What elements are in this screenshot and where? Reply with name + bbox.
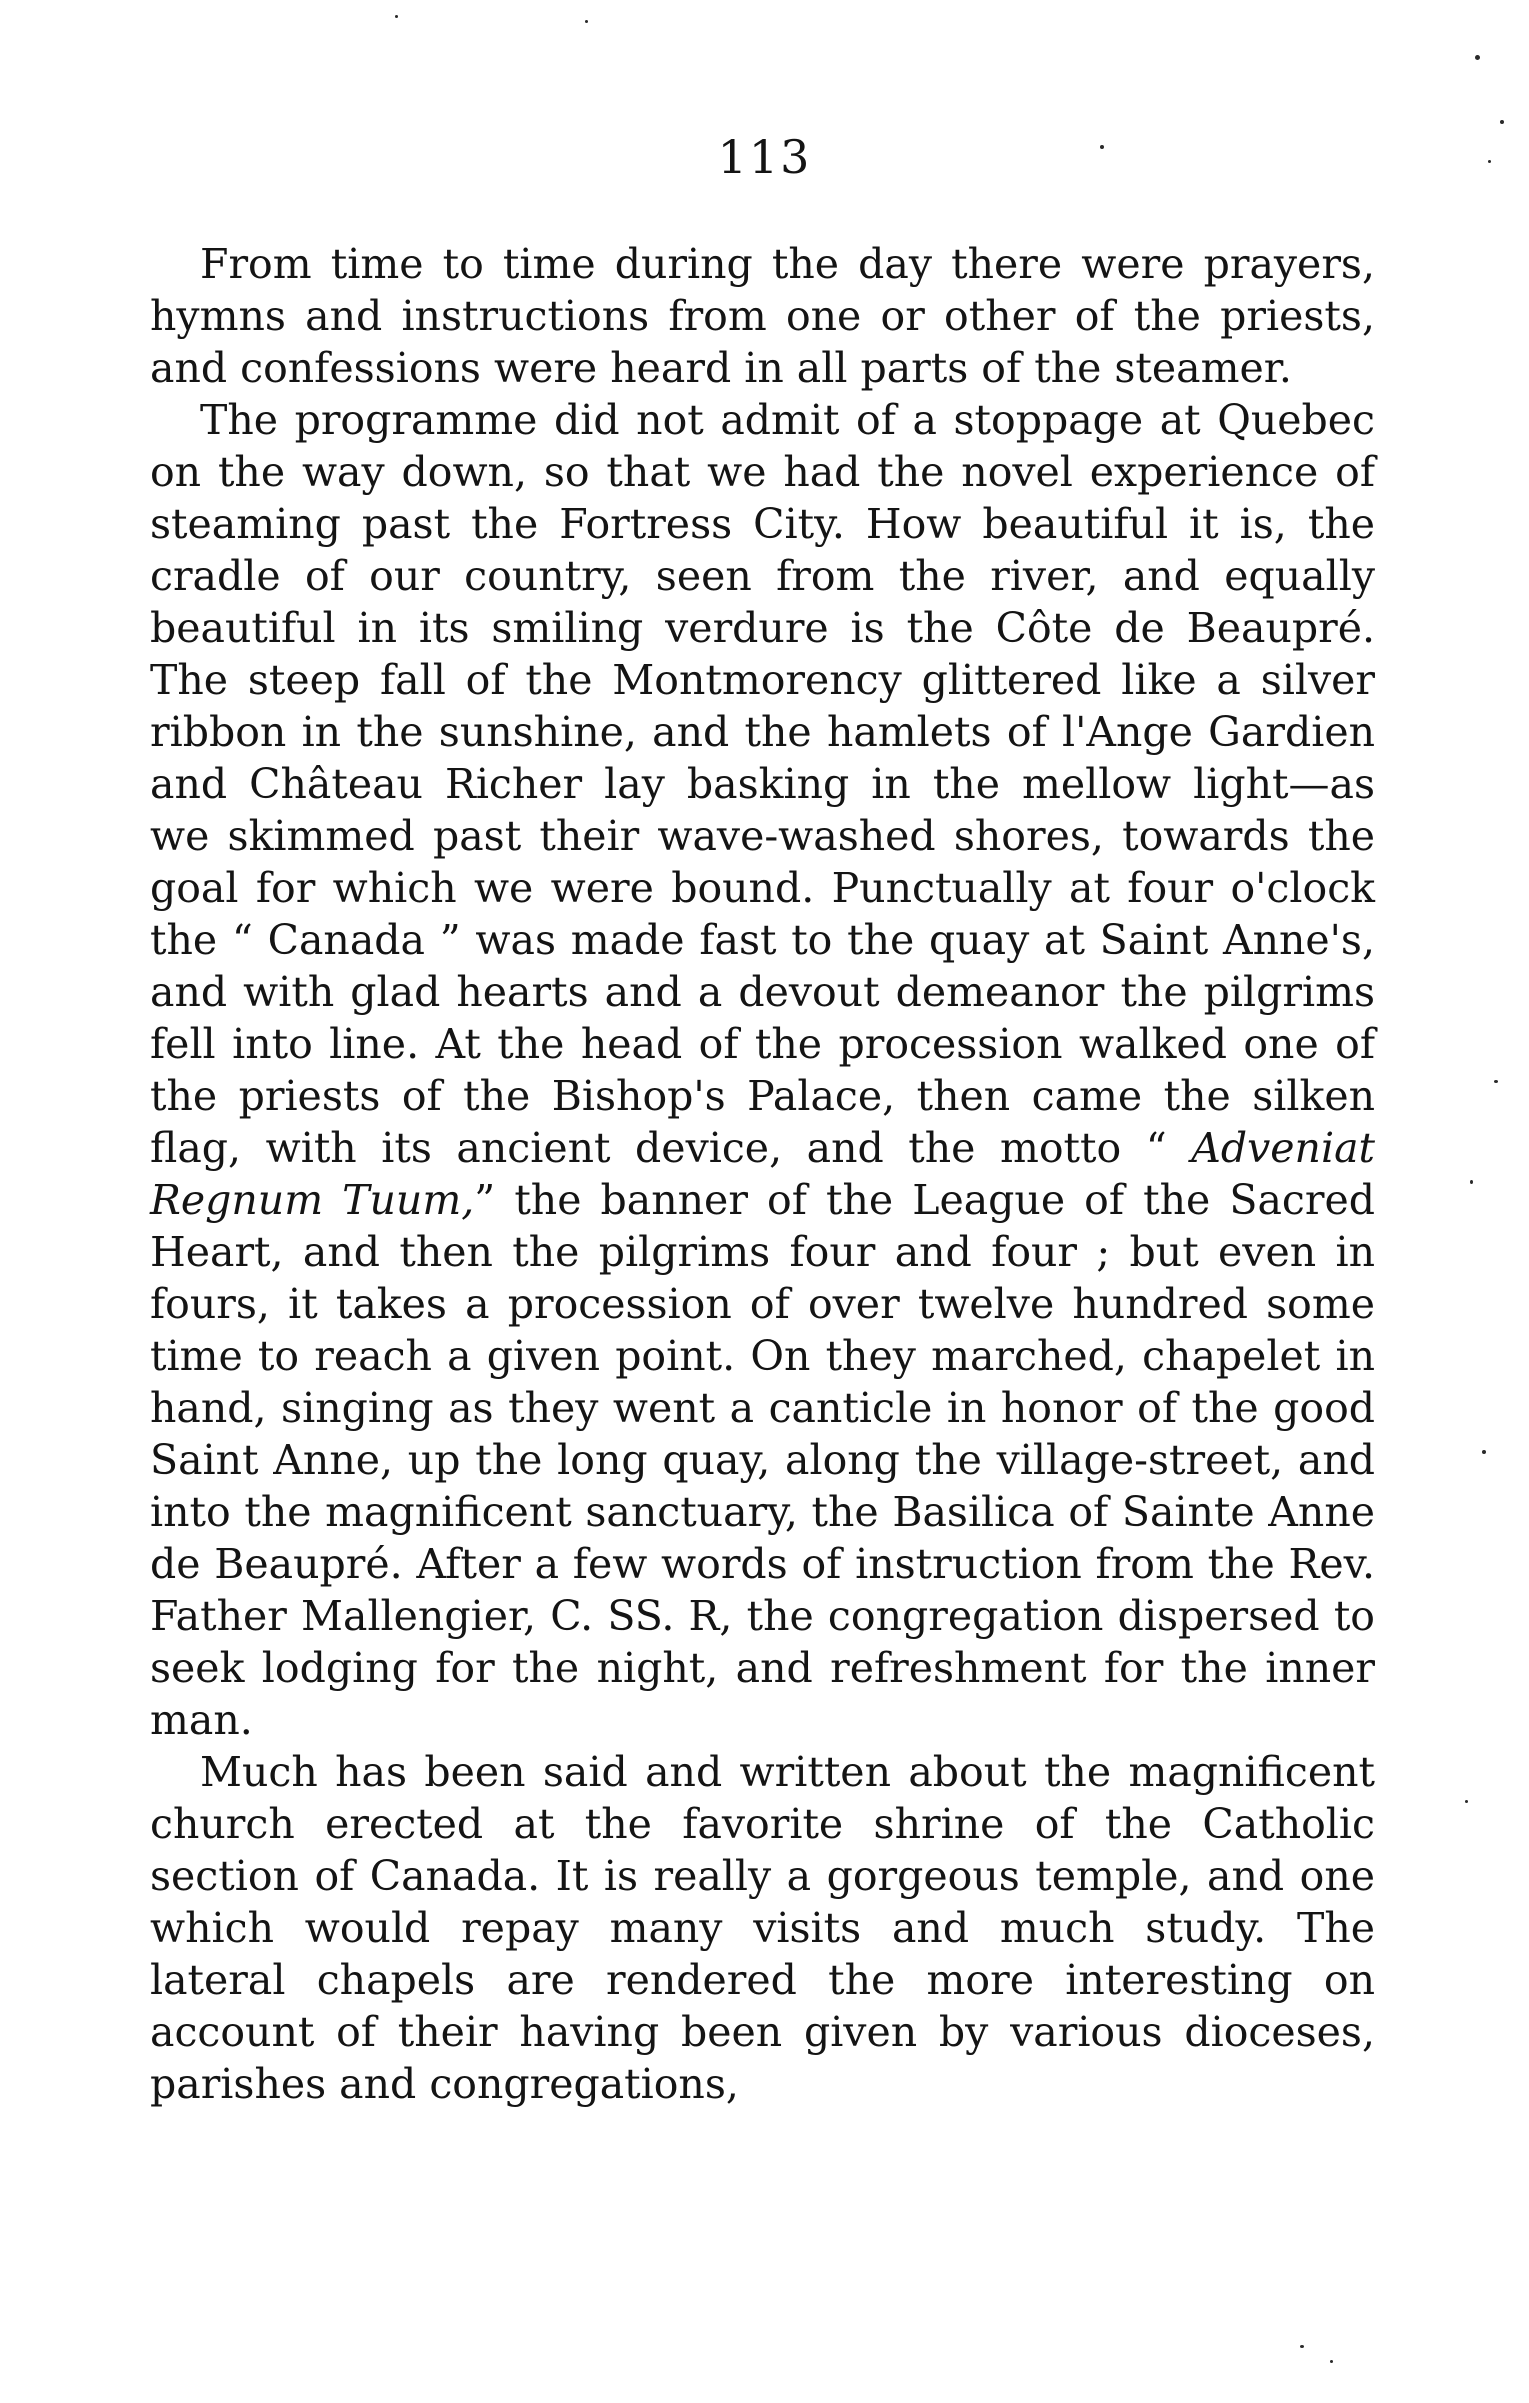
body-text — [150, 238, 1375, 2110]
page-number: 113 — [717, 130, 812, 184]
motto-italic: Adveniat Regnum Tuum, — [150, 1124, 1375, 1224]
scan-speck — [585, 20, 588, 23]
paragraph-3-text: Much has been said and written about the magnificent church erected at the favorite shrine of the Catholic section of Canada. It is really a gorgeous temple, and one which would repay many visits and much study. The lateral chapels are rendered the more interesting on account of their having been given by various dioceses, parishes and congregations, — [150, 1748, 1375, 2108]
paragraph-2-text-b: ” the banner of the League of the Sacred Heart, and then the pilgrims four and four ; but even in fours, it takes a procession of over twelve hundred some time to reach a given point. On they marched, chapelet in hand, singing as they went a canticle in honor of the good Saint Anne, up the long quay, along the village-street, and into the magnificent sanctuary, the Basilica of Sainte Anne de Beaupré. After a few words of instruction from the Rev. Father Mallengier, C. SS. R, the congregation dispersed to seek lodging for the night, and refreshment for the inner man. — [150, 1176, 1375, 1744]
scan-speck — [1488, 160, 1491, 163]
scan-speck — [1100, 145, 1104, 149]
scan-speck — [1475, 55, 1480, 60]
paragraph-1-text: From time to time during the day there were prayers, hymns and instructions from one or other of the priests, and confessions were heard in all parts of the steamer. — [150, 240, 1375, 392]
paragraph-2 — [150, 394, 1375, 1746]
scan-speck — [1470, 1180, 1473, 1184]
scan-speck — [395, 15, 398, 18]
scan-speck — [1482, 1450, 1486, 1454]
scan-speck — [1330, 2360, 1333, 2363]
scan-speck — [1300, 2345, 1304, 2348]
scan-speck — [1500, 120, 1504, 124]
scan-speck — [1465, 1800, 1468, 1803]
scan-speck — [1494, 1080, 1498, 1083]
paragraph-3 — [150, 1746, 1375, 2110]
paragraph-1 — [150, 238, 1375, 394]
paragraph-2-text-a: The programme did not admit of a stoppage at Quebec on the way down, so that we had the novel experience of steaming past the Fortress City. How beautiful it is, the cradle of our country, seen from the river, and equally beautiful in its smiling verdure is the Côte de Beaupré. The steep fall of the Montmorency glittered like a silver ribbon in the sunshine, and the hamlets of l'Ange Gardien and Château Richer lay basking in the mellow light—as we skimmed past their wave-washed shores, towards the goal for which we were bound. Punctually at four o'clock the “ Canada ” was made fast to the quay at Saint Anne's, and with glad hearts and a devout demeanor the pilgrims fell into line. At the head of the procession walked one of the priests of the Bishop's Palace, then came the silken flag, with its ancient device, and the motto “ — [150, 396, 1375, 1172]
